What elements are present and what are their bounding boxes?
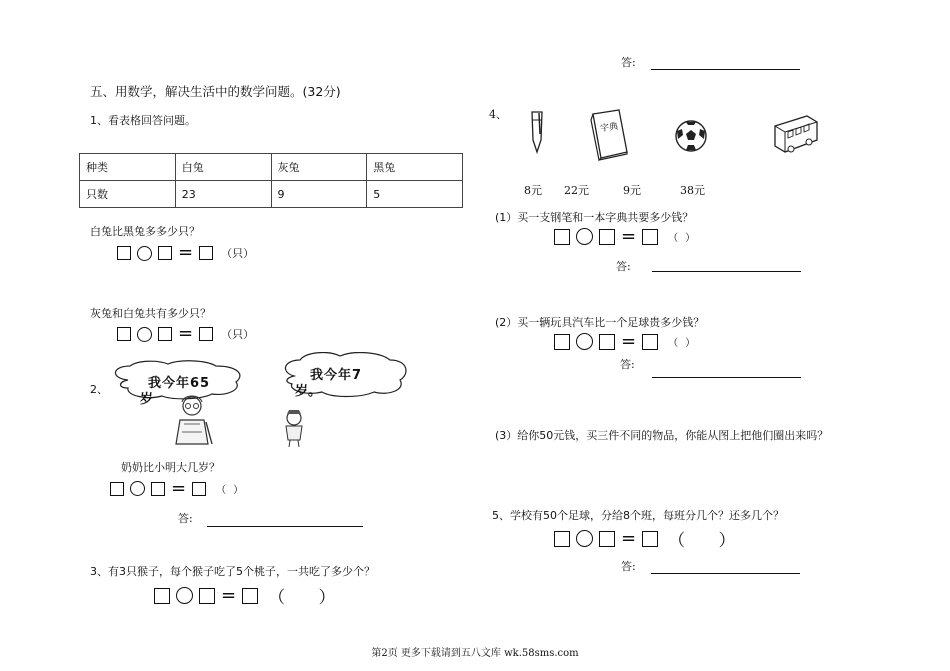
- answer-box[interactable]: [192, 482, 206, 496]
- boy-speech-text: 我今年7: [310, 368, 363, 383]
- paren-blank: （ ）: [216, 485, 246, 496]
- answer-box[interactable]: [599, 531, 615, 547]
- q1-sub1-text: 白兔比黑兔多多少只？: [90, 225, 200, 238]
- unit-label: （只）: [221, 247, 255, 260]
- q1-title: 1、看表格回答问题。: [90, 114, 196, 127]
- answer-box[interactable]: [642, 334, 658, 350]
- paren-blank: （ ）: [268, 588, 350, 608]
- table-cell: 5: [367, 181, 463, 208]
- answer-box[interactable]: [117, 246, 131, 260]
- operator-circle[interactable]: [176, 587, 193, 604]
- price-dictionary: 22元: [564, 184, 589, 197]
- top-answer-label: 答:: [621, 56, 636, 69]
- q4-sub2-text: (2）买一辆玩具汽车比一个足球贵多少钱？: [495, 316, 705, 329]
- top-answer-line[interactable]: [651, 69, 800, 70]
- answer-box[interactable]: [199, 588, 215, 604]
- page-footer: 第2页 更多下载请到五八文库 wk.58sms.com: [371, 648, 579, 659]
- grandma-illustration: [166, 394, 216, 446]
- answer-box[interactable]: [158, 246, 172, 260]
- q2-number: 2、: [90, 383, 108, 396]
- answer-box[interactable]: [117, 327, 131, 341]
- paren-blank: （ ）: [668, 233, 698, 244]
- dictionary-icon: [589, 108, 631, 162]
- grandma-speech-text: 我今年65: [148, 376, 211, 391]
- q2-question: 奶奶比小明大几岁？: [121, 461, 220, 474]
- equals-sign: =: [171, 477, 187, 499]
- bus-icon: [771, 112, 821, 156]
- answer-box[interactable]: [554, 531, 570, 547]
- equals-sign: =: [178, 242, 194, 263]
- q4-sub1-equation: [554, 225, 698, 247]
- answer-box[interactable]: [199, 327, 213, 341]
- answer-box[interactable]: [599, 334, 615, 350]
- table-cell: 种类: [80, 154, 176, 181]
- q4-number: 4、: [489, 108, 507, 121]
- answer-box[interactable]: [158, 327, 172, 341]
- soccer-ball-icon: [674, 119, 708, 153]
- q5-text: 5、学校有50个足球，分给8个班，每班分几个？还多几个？: [492, 509, 784, 522]
- operator-circle[interactable]: [576, 228, 593, 245]
- price-pen: 8元: [524, 184, 542, 197]
- q4-sub1-answer-label: 答:: [616, 260, 631, 273]
- grandma-speech-text-2: 岁: [140, 392, 154, 407]
- rabbit-table: [79, 153, 463, 208]
- answer-box[interactable]: [554, 334, 570, 350]
- unit-label: （只）: [221, 328, 255, 341]
- answer-box[interactable]: [151, 482, 165, 496]
- table-header-row: [80, 154, 463, 181]
- q2-answer-label: 答:: [178, 512, 193, 525]
- equals-sign: =: [621, 330, 637, 352]
- table-cell: 黑兔: [367, 154, 463, 181]
- q4-sub1-answer-line[interactable]: [652, 271, 801, 272]
- price-bus: 38元: [680, 184, 705, 197]
- section-title: 五、用数学，解决生活中的数学问题。(32分): [90, 84, 341, 99]
- operator-circle[interactable]: [576, 530, 593, 547]
- price-soccer-ball: 9元: [623, 184, 641, 197]
- operator-circle[interactable]: [137, 327, 152, 342]
- operator-circle[interactable]: [576, 333, 593, 350]
- table-cell: 23: [175, 181, 271, 208]
- paren-blank: （ ）: [668, 531, 750, 551]
- equals-sign: =: [621, 225, 637, 247]
- answer-box[interactable]: [110, 482, 124, 496]
- q1-sub1-equation: [117, 242, 255, 263]
- boy-illustration: [278, 408, 310, 448]
- q2-equation: [110, 477, 246, 499]
- answer-box[interactable]: [599, 229, 615, 245]
- table-cell: 9: [271, 181, 367, 208]
- q1-sub2-text: 灰兔和白兔共有多少只？: [90, 307, 211, 320]
- q5-answer-label: 答:: [621, 560, 636, 573]
- q4-sub3-text: (3）给你50元钱，买三件不同的物品，你能从图上把他们圈出来吗？: [495, 429, 829, 442]
- pen-icon: [526, 110, 548, 154]
- operator-circle[interactable]: [130, 481, 145, 496]
- answer-box[interactable]: [642, 531, 658, 547]
- paren-blank: （ ）: [668, 338, 698, 349]
- q3-equation: [154, 583, 350, 608]
- table-cell: 白兔: [175, 154, 271, 181]
- q4-sub2-answer-label: 答:: [620, 358, 635, 371]
- equals-sign: =: [621, 527, 637, 549]
- table-cell: 只数: [80, 181, 176, 208]
- dictionary-label: 字典: [599, 121, 619, 135]
- answer-box[interactable]: [554, 229, 570, 245]
- q4-sub2-equation: [554, 330, 698, 352]
- q5-equation: [554, 526, 750, 551]
- table-row: [80, 181, 463, 208]
- equals-sign: =: [178, 323, 194, 344]
- q3-text: 3、有3只猴子，每个猴子吃了5个桃子，一共吃了多少个？: [90, 565, 375, 578]
- q2-answer-line[interactable]: [207, 526, 363, 527]
- answer-box[interactable]: [242, 588, 258, 604]
- q5-answer-line[interactable]: [651, 573, 800, 574]
- answer-box[interactable]: [642, 229, 658, 245]
- boy-speech-text-2: 岁。: [295, 384, 322, 399]
- q1-sub2-equation: [117, 323, 255, 344]
- operator-circle[interactable]: [137, 246, 152, 261]
- equals-sign: =: [221, 584, 237, 606]
- q4-sub1-text: (1）买一支钢笔和一本字典共要多少钱？: [495, 211, 694, 224]
- answer-box[interactable]: [199, 246, 213, 260]
- table-cell: 灰兔: [271, 154, 367, 181]
- q4-sub2-answer-line[interactable]: [652, 377, 801, 378]
- answer-box[interactable]: [154, 588, 170, 604]
